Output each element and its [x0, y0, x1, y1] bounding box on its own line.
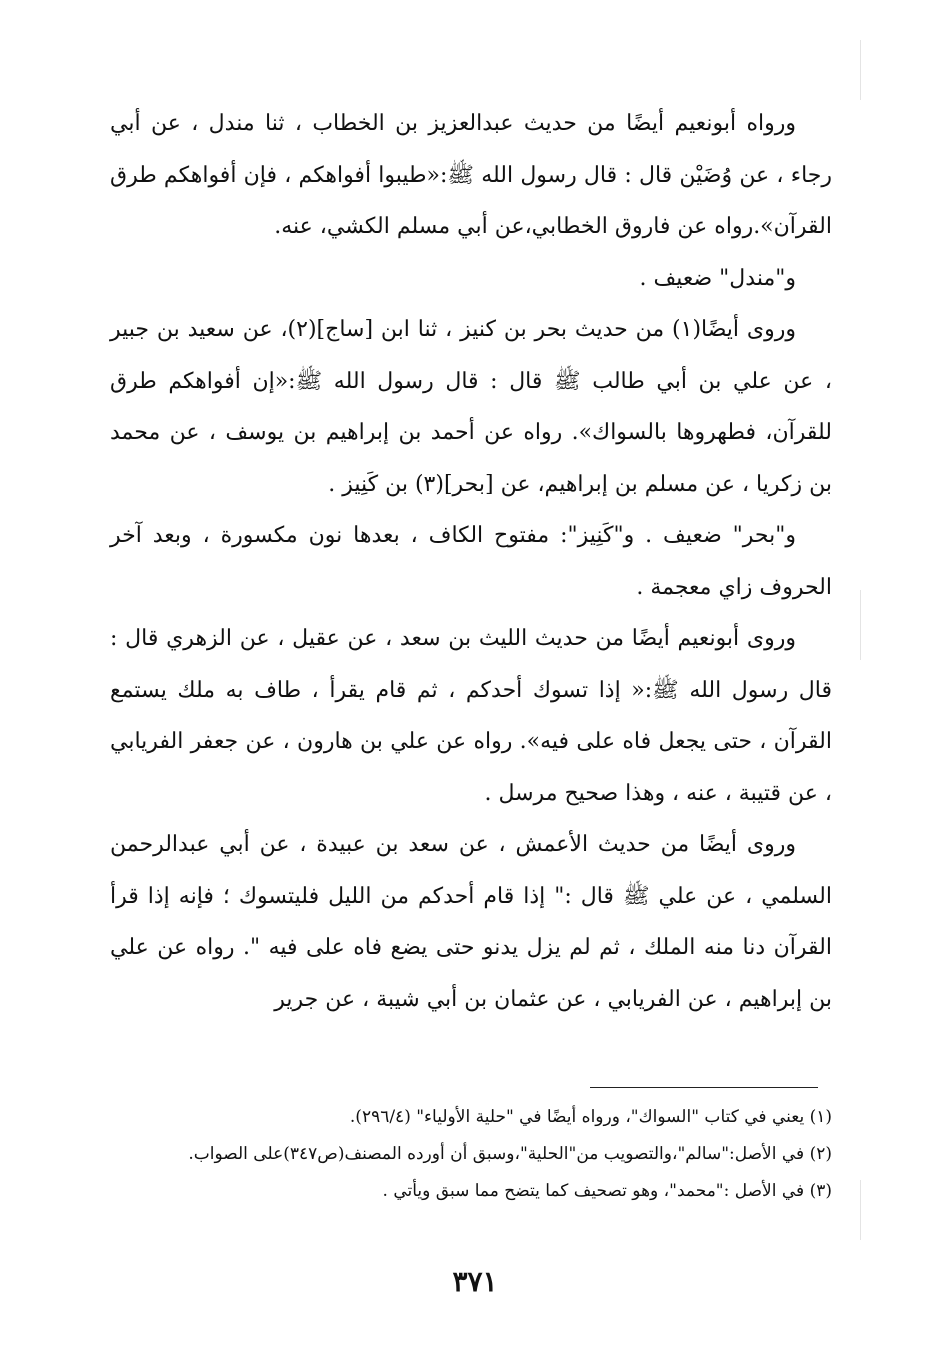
paragraph: ورواه أبونعيم أيضًا من حديث عبدالعزيز بن الخطاب ، ثنا مندل ، عن أبي رجاء ، عن وُضَيْن قال : قال رسول الله ﷺ:«طيبوا أفواهكم ، فإن أفواهكم طرق القرآن».رواه عن فاروق الخطابي،عن أبي مسلم الكشي، عنه. — [110, 111, 832, 239]
footnote-2: (٢) في الأصل:"سالم"،والتصويب من"الحلية"،وسبق أن أورده المصنف(ص٣٤٧)على الصواب. — [188, 1144, 832, 1164]
scan-edge-mark — [860, 1180, 861, 1240]
paragraph: و"بحر" ضعيف . و"كَنِيز": مفتوح الكاف ، بعدها نون مكسورة ، وبعد آخر الحروف زاي معجمة . — [110, 523, 832, 600]
footnote-3: (٣) في الأصل :"محمد"، وهو تصحيف كما يتضح مما سبق ويأتي . — [382, 1181, 832, 1201]
footnote-separator — [590, 1087, 818, 1088]
footnote-1: (١) يعني في كتاب "السواك"، ورواه أيضًا في "حلية الأولياء" (٢٩٦/٤). — [349, 1107, 832, 1127]
page-number: ٣٧١ — [452, 1265, 498, 1298]
paragraph: وروى أيضًا(١) من حديث بحر بن كنيز ، ثنا ابن [ساج](٢)، عن سعيد بن جبير ، عن علي بن أبي طالب ﷺ قال : قال رسول الله ﷺ:«إن أفواهكم طرق للقرآن، فطهروها بالسواك». رواه عن أحمد بن إبراهيم بن يوسف ، عن محمد بن زكريا ، عن مسلم بن إبراهيم، عن [بحر](٣) بن كَنِيز . — [110, 317, 832, 497]
paragraph: وروى أيضًا من حديث الأعمش ، عن سعد بن عبيدة ، عن أبي عبدالرحمن السلمي ، عن علي ﷺ قال :" إذا قام أحدكم من الليل فليتسوك ؛ فإنه إذا قرأ القرآن دنا منه الملك ، ثم لم يزل يدنو حتى يضع فاه على فيه ". رواه عن علي بن إبراهيم ، عن الفريابي ، عن عثمان بن أبي شيبة ، عن جرير — [110, 832, 832, 1012]
paragraph: وروى أبونعيم أيضًا من حديث الليث بن سعد ، عن عقيل ، عن الزهري قال : قال رسول الله ﷺ:« إذا تسوك أحدكم ، ثم قام يقرأ ، طاف به ملك يستمع القرآن ، حتى يجعل فاه على فيه». رواه عن علي بن هارون ، عن جعفر الفريابي ، عن قتيبة ، عنه ، وهذا صحيح مرسل . — [110, 626, 832, 806]
footnotes — [110, 1099, 832, 1210]
scan-edge-mark — [860, 40, 861, 100]
paragraph: و"مندل" ضعيف . — [639, 265, 796, 291]
scan-edge-mark — [860, 590, 861, 660]
main-text — [110, 98, 832, 1025]
